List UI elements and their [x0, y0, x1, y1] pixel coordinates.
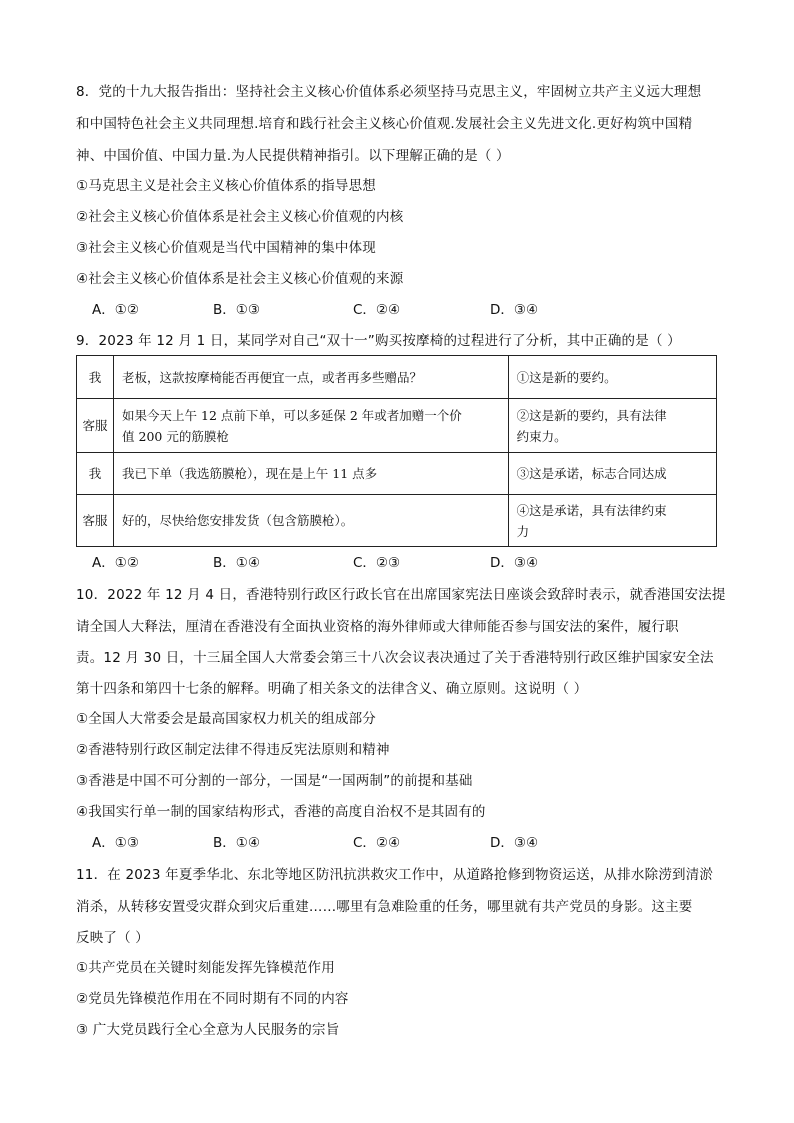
question-8-item-4: ④社会主义核心价值体系是社会主义核心价值观的来源 [76, 271, 404, 287]
question-8-stem-line-3: 神、中国价值、中国力量.为人民提供精神指引。以下理解正确的是（ ） [76, 148, 510, 164]
question-8-item-1: ①马克思主义是社会主义核心价值体系的指导思想 [76, 178, 377, 194]
analysis-cell [508, 453, 716, 495]
speaker-cell: 我 [77, 453, 114, 495]
question-9-stem: 9．2023 年 12 月 1 日，某同学对自己“双十一”购买按摩椅的过程进行了分析，其中正确的是（ ） [76, 333, 681, 349]
speaker-cell: 我 [77, 356, 114, 399]
question-10-item-4: ④我国实行单一制的国家结构形式，香港的高度自治权不是其固有的 [76, 804, 486, 820]
question-10-stem-line-2: 请全国人大释法，厘清在香港没有全面执业资格的海外律师或大律师能否参与国安法的案件，履行职 [76, 619, 679, 635]
question-11-stem-line-1: 11．在 2023 年夏季华北、东北等地区防汛抗洪救灾工作中，从道路抢修到物资运送，从排水除涝到清淤 [76, 867, 714, 883]
analysis-cell [508, 356, 716, 399]
utterance-line: 老板，这款按摩椅能否再便宜一点，或者再多些赠品？ [122, 369, 423, 385]
question-8-stem-line-1: 8．党的十九大报告指出：坚持社会主义核心价值体系必须坚持马克思主义，牢固树立共产主义远大理想 [76, 84, 702, 100]
question-8-option-c[interactable]: C．②④ [353, 302, 401, 318]
question-10-stem-line-4: 第十四条和第四十七条的解释。明确了相关条文的法律含义、确立原则。这说明（ ） [76, 681, 588, 697]
question-10-option-a[interactable]: A．①③ [92, 835, 139, 851]
dialogue-table [76, 355, 717, 547]
analysis-cell [508, 399, 716, 453]
question-10-item-3: ③香港是中国不可分割的一部分，一国是“一国两制”的前提和基础 [76, 773, 473, 789]
utterance-cell [114, 356, 509, 399]
question-11-item-3: ③ 广大党员践行全心全意为人民服务的宗旨 [76, 1022, 340, 1038]
analysis-line: ④这是承诺，具有法律约束 [516, 502, 667, 518]
analysis-line: ①这是新的要约。 [516, 369, 617, 385]
question-8-item-3: ③社会主义核心价值观是当代中国精神的集中体现 [76, 240, 377, 256]
question-10-item-2: ②香港特别行政区制定法律不得违反宪法原则和精神 [76, 742, 390, 758]
utterance-line: 好的，尽快给您安排发货（包含筋膜枪）。 [122, 513, 354, 528]
analysis-line: 力 [516, 523, 530, 539]
utterance-line: 我已下单（我选筋膜枪），现在是上午 11 点多 [122, 466, 378, 481]
utterance-cell [114, 399, 509, 453]
table-row [77, 356, 717, 399]
table-row [77, 495, 717, 547]
question-10-stem-line-3: 责。12 月 30 日，十三届全国人大常委会第三十八次会议表决通过了关于香港特别行政区维护国家安全法 [76, 650, 714, 666]
analysis-cell [508, 495, 716, 547]
question-9-option-d[interactable]: D．③④ [490, 555, 539, 571]
question-11-item-2: ②党员先锋模范作用在不同时期有不同的内容 [76, 991, 349, 1007]
question-9-option-a[interactable]: A．①② [92, 555, 139, 571]
question-8-item-2: ②社会主义核心价值体系是社会主义核心价值观的内核 [76, 209, 404, 225]
question-10-item-1: ①全国人大常委会是最高国家权力机关的组成部分 [76, 711, 377, 727]
question-10-option-d[interactable]: D．③④ [490, 835, 539, 851]
utterance-line: 值 200 元的筋膜枪 [122, 428, 229, 444]
question-10-stem-line-1: 10．2022 年 12 月 4 日，香港特别行政区行政长官在出席国家宪法日座谈会致辞时表示，就香港国安法提 [76, 587, 726, 603]
utterance-cell [114, 453, 509, 495]
question-10-option-b[interactable]: B．①④ [213, 835, 260, 851]
analysis-line: 约束力。 [516, 428, 567, 444]
question-8-option-a[interactable]: A．①② [92, 302, 139, 318]
utterance-cell [114, 495, 509, 547]
analysis-line: ②这是新的要约，具有法律 [516, 407, 667, 423]
question-9-option-c[interactable]: C．②③ [353, 555, 401, 571]
speaker-cell: 客服 [77, 399, 114, 453]
speaker-cell: 客服 [77, 495, 114, 547]
question-11-stem-line-2: 消杀，从转移安置受灾群众到灾后重建……哪里有急难险重的任务，哪里就有共产党员的身影。这主要 [76, 899, 693, 915]
table-row [77, 399, 717, 453]
question-8-stem-line-2: 和中国特色社会主义共同理想.培育和践行社会主义核心价值观.发展社会主义先进文化.更好构筑中国精 [76, 116, 693, 132]
analysis-line: ③这是承诺，标志合同达成 [516, 466, 667, 481]
utterance-line: 如果今天上午 12 点前下单，可以多延保 2 年或者加赠一个价 [122, 407, 462, 423]
question-8-option-d[interactable]: D．③④ [490, 302, 539, 318]
question-10-option-c[interactable]: C．②④ [353, 835, 401, 851]
question-11-stem-line-3: 反映了（ ） [76, 930, 149, 946]
question-11-item-1: ①共产党员在关键时刻能发挥先锋模范作用 [76, 960, 335, 976]
question-9-option-b[interactable]: B．①④ [213, 555, 260, 571]
table-row [77, 453, 717, 495]
question-8-option-b[interactable]: B．①③ [213, 302, 260, 318]
